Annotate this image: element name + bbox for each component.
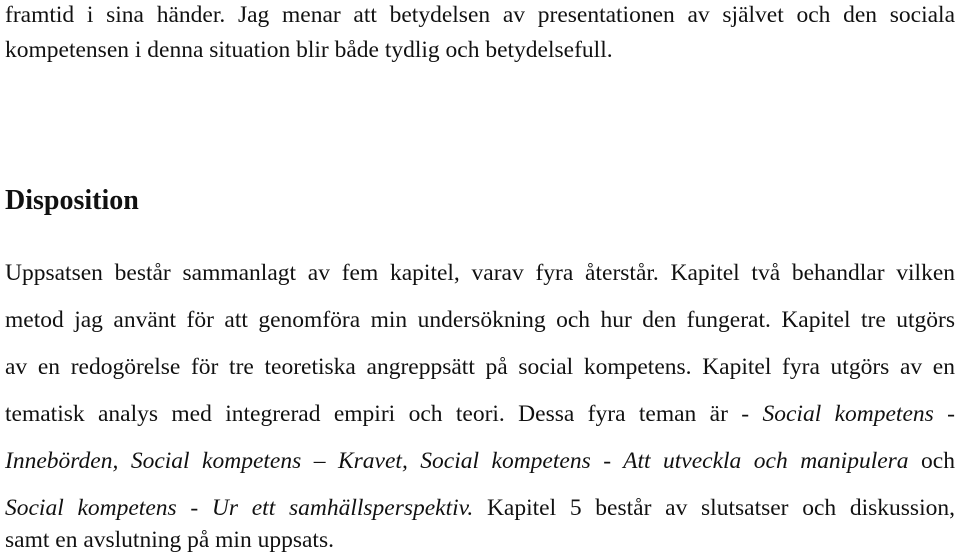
theme-title: Innebörden, Social kompetens – Kravet, Social kompetens - Att utveckla och manipulera — [5, 448, 909, 474]
paragraph-line: Uppsatsen består sammanlagt av fem kapitel, varav fyra återstår. Kapitel två behandlar vilken — [5, 260, 955, 286]
text-segment: Kapitel 5 består av slutsatser och diskussion, — [473, 495, 955, 521]
paragraph-line: av en redogörelse för tre teoretiska angreppsätt på social kompetens. Kapitel fyra utgörs av en — [5, 354, 955, 380]
intro-line-1: framtid i sina händer. Jag menar att betydelsen av presentationen av självet och den sociala — [5, 2, 955, 28]
paragraph-line: metod jag använt för att genomföra min undersökning och hur den fungerat. Kapitel tre utgörs — [5, 307, 955, 333]
text-segment: tematisk analys med integrerad empiri och teori. Dessa fyra teman är - — [5, 401, 763, 427]
paragraph-line — [5, 399, 955, 429]
paragraph-line — [5, 446, 955, 476]
paragraph-line: samt en avslutning på min uppsats. — [5, 527, 334, 553]
paragraph-line — [5, 493, 955, 523]
intro-line-2: kompetensen i denna situation blir både tydlig och betydelsefull. — [5, 37, 613, 63]
theme-title: Social kompetens - Ur ett samhällsperspektiv. — [5, 495, 474, 521]
text-segment: och — [908, 448, 955, 474]
section-heading: Disposition — [5, 185, 139, 216]
theme-title: Social kompetens - — [762, 401, 955, 427]
